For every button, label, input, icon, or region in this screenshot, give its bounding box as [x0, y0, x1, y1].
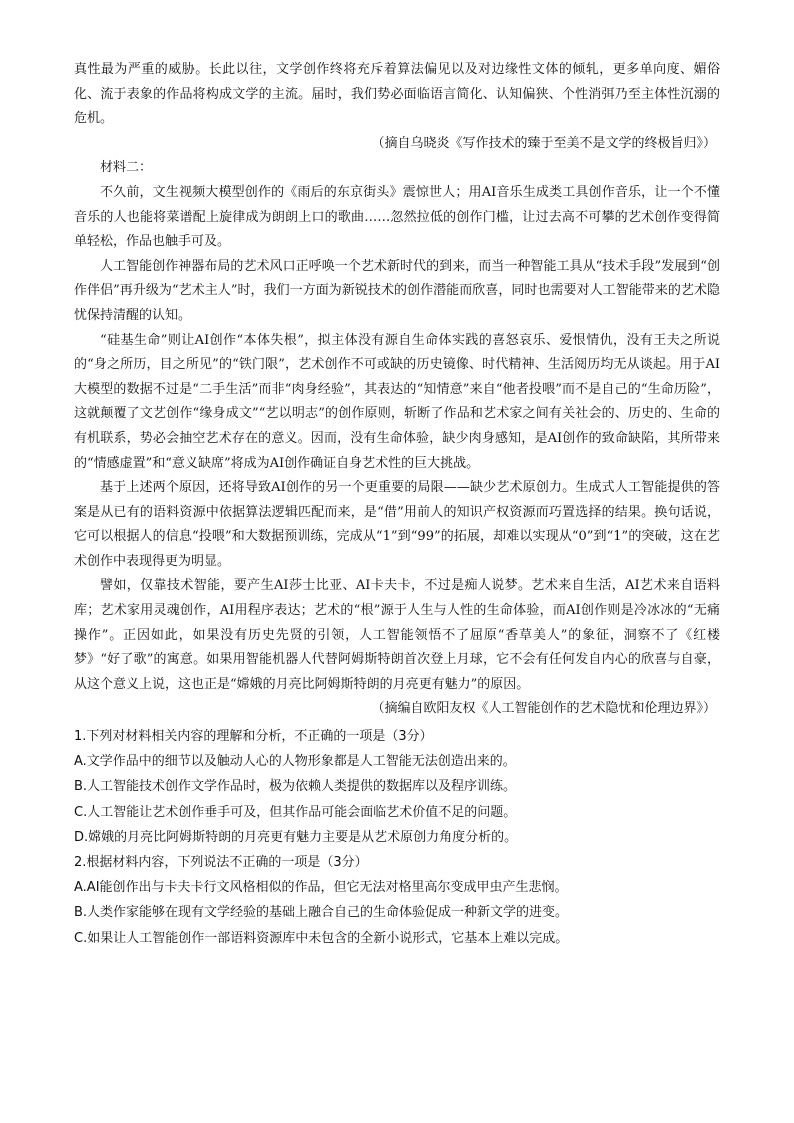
questions-section [74, 724, 720, 951]
source-citation-1: （摘自乌晓炎《写作技术的臻于至美不是文学的终极旨归》） [371, 135, 716, 151]
question-option: B.人类作家能够在现有文学经验的基础上融合自己的生命体验促成一种新文学的进变。 [74, 905, 569, 921]
question-stem: 1.下列对材料相关内容的理解和分析，不正确的一项是（3分） [74, 729, 433, 745]
question-stem: 2.根据材料内容，下列说法不正确的一项是（3分） [74, 855, 368, 871]
question-option: A.文学作品中的细节以及触动人心的人物形象都是人工智能无法创造出来的。 [74, 754, 516, 770]
source-citation-2: （摘编自欧阳友权《人工智能创作的艺术隐忧和伦理边界》） [371, 701, 716, 717]
question-1 [74, 724, 720, 850]
material-2-paragraph: 譬如，仅靠技术智能，要产生AI莎士比亚、AI卡夫卡，不过是痴人说梦。艺术来自生活，AI艺术来自语料库；艺术家用灵魂创作，AI用程序表达；艺术的“根”源于人生与人性的生命体验，而AI创作则是冷冰冰的“无痛操作”。正因如此，如果没有历史先贤的引领，人工智能领悟不了屈原“香草美人”的象征，洞察不了《红楼梦》“好了歌”的寓意。如果用智能机器人代替阿姆斯特朗首次登上月球，它不会有任何发自内心的欣喜与自豪，从这个意义上说，这也正是“嫦娥的月亮比阿姆斯特朗的月亮更有魅力”的原因。 [74, 578, 720, 692]
material-2-heading: 材料二： [100, 160, 153, 176]
question-option: D.嫦娥的月亮比阿姆斯特朗的月亮更有魅力主要是从艺术原创力角度分析的。 [74, 829, 518, 845]
question-option: C.人工智能让艺术创作垂手可及，但其作品可能会面临艺术价值不足的问题。 [74, 804, 517, 820]
intro-paragraph: 真性最为严重的威胁。长此以往，文学创作终将充斥着算法偏见以及对边缘性文体的倾轧，更多单向度、媚俗化、流于表象的作品将构成文学的主流。届时，我们势必面临语言简化、认知偏狭、个性消弭乃至主体性沉溺的危机。 [74, 62, 720, 127]
question-option: A.AI能创作出与卡夫卡行文风格相似的作品，但它无法对格里高尔变成甲虫产生悲悯。 [74, 880, 568, 896]
question-option: C.如果让人工智能创作一部语料资源库中未包含的全新小说形式，它基本上难以完成。 [74, 930, 569, 946]
material-2-body [74, 181, 720, 697]
material-2-paragraph: “硅基生命”则让AI创作“本体失根”，拟主体没有源自生命体实践的喜怒哀乐、爱恨情仇，没有王夫之所说的“身之所历，目之所见”的“铁门限”，艺术创作不可或缺的历史镜像、时代精神、生活阅历均无从谈起。用于AI大模型的数据不过是“二手生活”而非“肉身经验”，其表达的“知情意”来自“他者投喂”而不是自己的“生命历险”，这就颠覆了文艺创作“缘身成文”“艺以明志”的创作原则，斩断了作品和艺术家之间有关社会的、历史的、生命的有机联系，势必会抽空艺术存在的意义。因而，没有生命体验，缺少肉身感知，是AI创作的致命缺陷，其所带来的“情感虚置”和“意义缺席”将成为AI创作确证自身艺术性的巨大挑战。 [74, 332, 720, 471]
material-2-paragraph: 不久前，文生视频大模型创作的《雨后的东京街头》震惊世人；用AI音乐生成类工具创作音乐，让一个不懂音乐的人也能将菜谱配上旋律成为朗朗上口的歌曲……忽然拉低的创作门槛，让过去高不可攀的艺术创作变得简单轻松，作品也触手可及。 [74, 184, 720, 250]
material-2-paragraph: 基于上述两个原因，还将导致AI创作的另一个更重要的局限——缺少艺术原创力。生成式人工智能提供的答案是从已有的语料资源中依据算法逻辑匹配而来，是“借”用前人的知识产权资源而巧置选择的结果。换句话说，它可以根据人的信息“投喂”和大数据预训练，完成从“1”到“99”的拓展，却难以实现从“0”到“1”的突破，这在艺术创作中表现得更为明显。 [74, 480, 720, 569]
question-option: B.人工智能技术创作文学作品时，极为依赖人类提供的数据库以及程序训练。 [74, 779, 517, 795]
question-2 [74, 850, 720, 951]
material-2-paragraph: 人工智能创作神器布局的艺术风口正呼唤一个艺术新时代的到来，而当一种智能工具从“技术手段”发展到“创作伴侣”再升级为“艺术主人”时，我们一方面为新锐技术的创作潜能而欣喜，同时也需要对人工智能带来的艺术隐忧保持清醒的认知。 [74, 258, 720, 323]
